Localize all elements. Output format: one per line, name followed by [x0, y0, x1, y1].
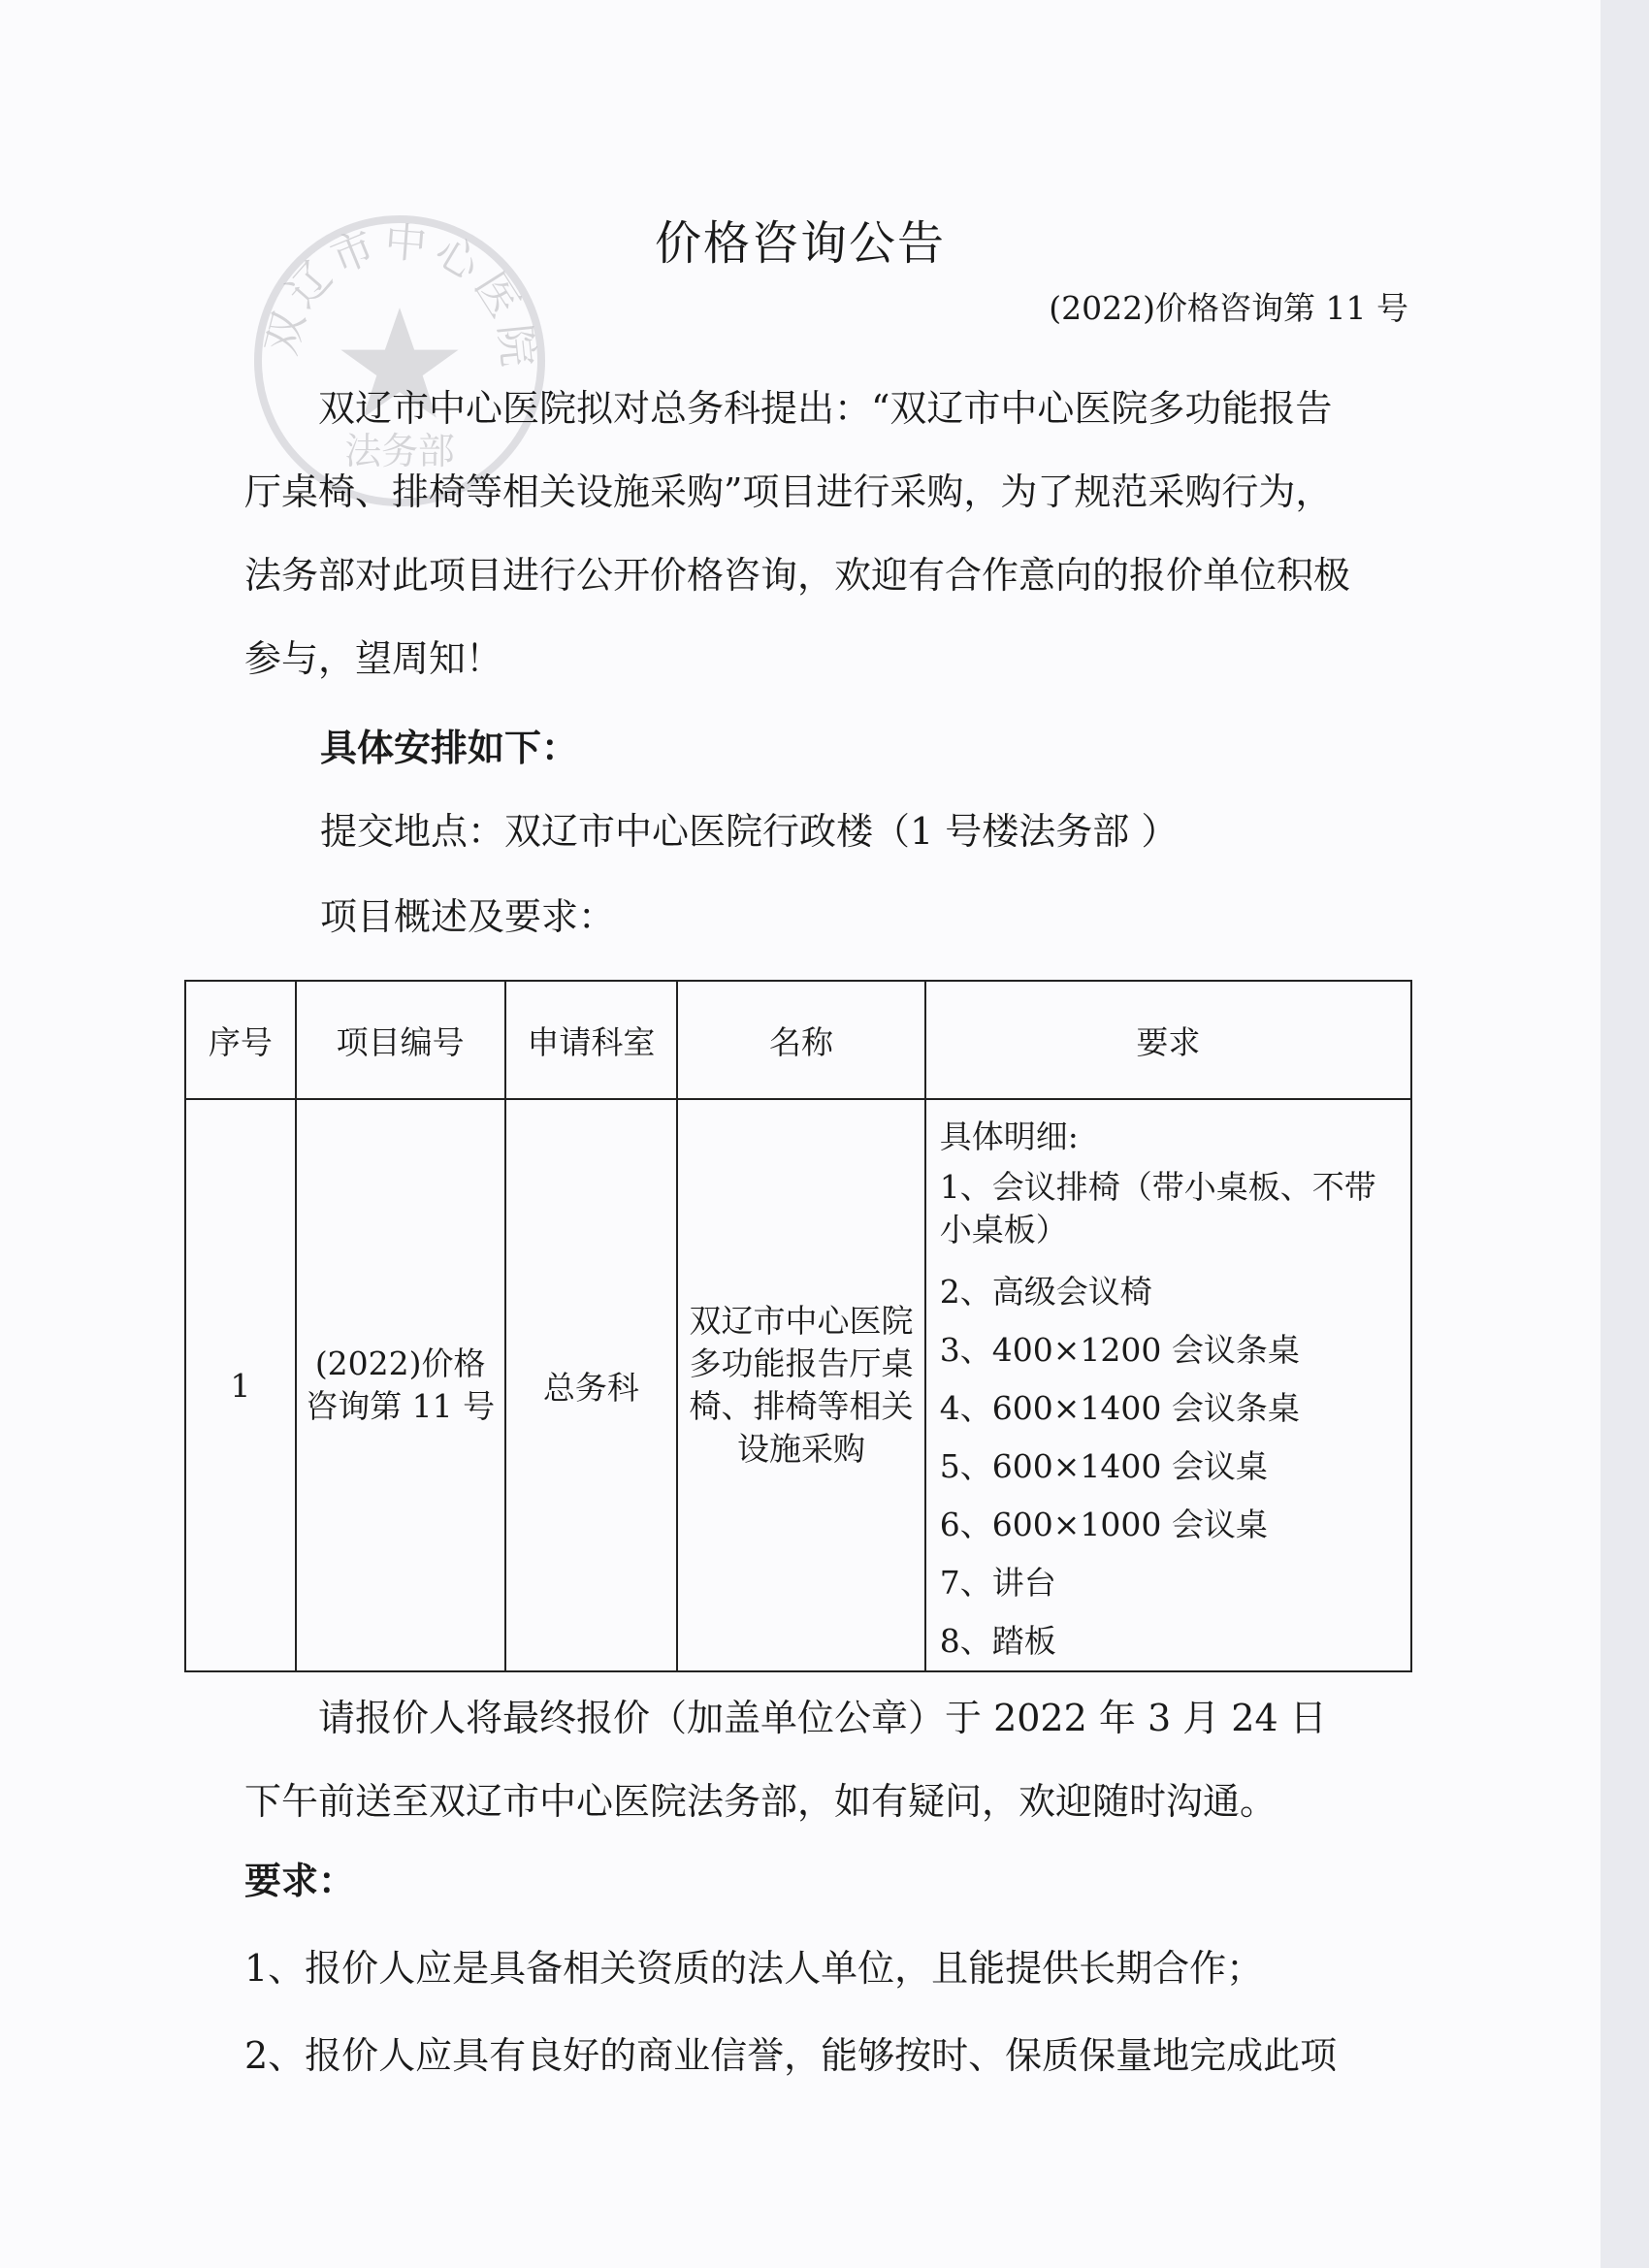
detail-item: 8、踏板	[939, 1622, 1056, 1660]
arrangement-heading: 具体安排如下：	[320, 726, 579, 769]
detail-item: 1、会议排椅（带小桌板、不带小桌板）	[939, 1168, 1376, 1248]
document-number: (2022)价格咨询第 11 号	[1049, 289, 1408, 327]
header-index: 序号	[185, 981, 296, 1099]
detail-item: 4、600×1400 会议条桌	[939, 1389, 1300, 1427]
details-label: 具体明细:	[939, 1118, 1079, 1155]
cell-name: 双辽市中心医院多功能报告厅桌椅、排椅等相关设施采购	[677, 1099, 925, 1671]
cell-requirements	[925, 1099, 1411, 1671]
detail-item: 3、400×1200 会议条桌	[939, 1331, 1300, 1369]
detail-item: 5、600×1400 会议桌	[939, 1447, 1268, 1485]
table-header-row	[185, 981, 1411, 1099]
cell-index: 1	[185, 1099, 296, 1671]
table-row	[185, 1099, 1411, 1671]
overview-label: 项目概述及要求：	[320, 895, 616, 938]
requirement-item: 2、报价人应具有良好的商业信誉，能够按时、保质保量地完成此项	[244, 2034, 1338, 2077]
svg-text:法务部: 法务部	[344, 430, 455, 473]
submission-location: 提交地点：双辽市中心医院行政楼（1 号楼法务部 ）	[320, 810, 1179, 853]
page-title: 价格咨询公告	[654, 216, 946, 271]
cell-dept: 总务科	[505, 1099, 678, 1671]
detail-item: 7、讲台	[939, 1564, 1056, 1602]
project-table	[184, 980, 1412, 1672]
quote-notice: 请报价人将最终报价（加盖单位公章）于 2022 年 3 月 24 日下午前送至双辽市中心医院法务部，如有疑问，欢迎随时沟通。	[244, 1697, 1327, 1823]
scan-edge	[1600, 0, 1649, 2268]
header-requirements: 要求	[925, 981, 1411, 1099]
cell-code: (2022)价格咨询第 11 号	[296, 1099, 505, 1671]
svg-text:双辽市中心医院: 双辽市中心医院	[262, 223, 537, 374]
requirements-heading: 要求：	[244, 1859, 356, 1902]
header-dept: 申请科室	[505, 981, 678, 1099]
detail-item: 2、高级会议椅	[939, 1273, 1152, 1311]
header-name: 名称	[677, 981, 925, 1099]
detail-item: 6、600×1000 会议桌	[939, 1506, 1268, 1543]
requirement-item: 1、报价人应是具备相关资质的法人单位，且能提供长期合作；	[244, 1947, 1264, 1990]
header-code: 项目编号	[296, 981, 505, 1099]
intro-paragraph: 双辽市中心医院拟对总务科提出：“双辽市中心医院多功能报告厅桌椅、排椅等相关设施采购”项目进行采购，为了规范采购行为，法务部对此项目进行公开价格咨询，欢迎有合作意向的报价单位积极参与，望周知！	[244, 387, 1351, 680]
